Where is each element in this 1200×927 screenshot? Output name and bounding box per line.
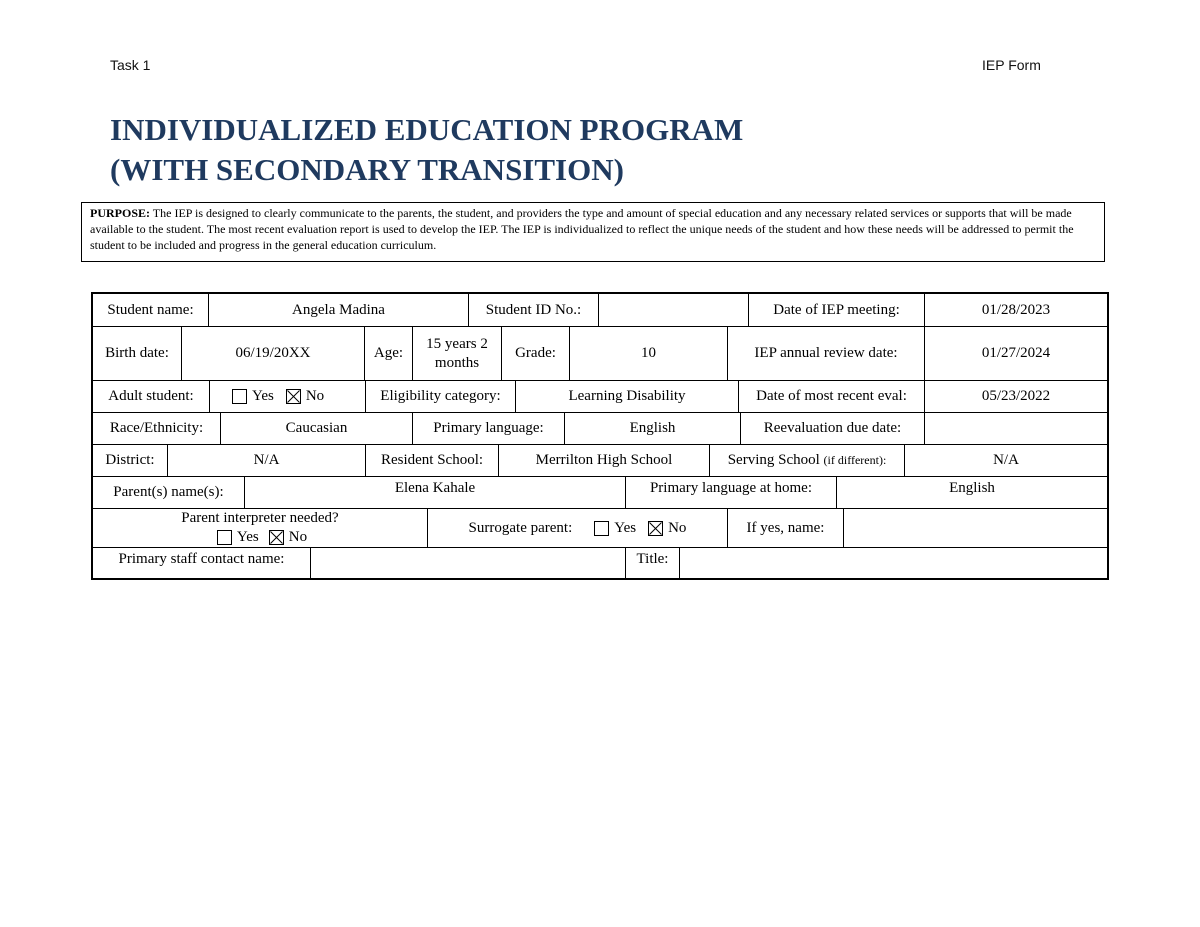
resident-school-field[interactable]: Merrilton High School xyxy=(499,445,710,476)
serving-school-label-cell xyxy=(710,445,905,476)
district-field[interactable]: N/A xyxy=(168,445,366,476)
surrogate-cell xyxy=(428,509,728,547)
if-yes-name-field[interactable] xyxy=(844,509,1107,547)
student-info-form xyxy=(91,292,1109,580)
interpreter-label: Parent interpreter needed? xyxy=(181,510,339,526)
form-row xyxy=(93,381,1107,413)
adult-student-no-checkbox[interactable] xyxy=(286,389,301,404)
student-name-field[interactable]: Angela Madina xyxy=(209,294,469,326)
reeval-due-field[interactable] xyxy=(925,413,1107,444)
surrogate-no-label: No xyxy=(668,519,687,536)
recent-eval-label: Date of most recent eval: xyxy=(739,381,925,412)
title-label: Title: xyxy=(626,548,680,578)
purpose-text: The IEP is designed to clearly communicate to the parents, the student, and providers the type and amount of special education and any necessary related services or supports that will be made available to the student. The most recent evaluation report is used to develop the IEP. The IEP is individualized to reflect the unique needs of the student and how these needs will be addressed to permit the student to be included and progress in the general education curriculum. xyxy=(90,206,1074,252)
primary-language-label: Primary language: xyxy=(413,413,565,444)
header-task: Task 1 xyxy=(110,57,151,73)
form-row xyxy=(93,548,1107,578)
surrogate-yes-label: Yes xyxy=(614,519,637,536)
eligibility-label: Eligibility category: xyxy=(366,381,516,412)
home-language-label: Primary language at home: xyxy=(626,477,837,508)
age-line1: 15 years 2 xyxy=(426,335,488,352)
if-yes-label: If yes, name: xyxy=(728,509,844,547)
header-form-name: IEP Form xyxy=(982,57,1041,73)
staff-contact-label: Primary staff contact name: xyxy=(93,548,311,578)
resident-school-label: Resident School: xyxy=(366,445,499,476)
form-row xyxy=(93,413,1107,445)
adult-student-options xyxy=(210,381,366,412)
grade-field[interactable]: 10 xyxy=(570,327,728,380)
annual-review-label: IEP annual review date: xyxy=(728,327,925,380)
adult-student-label: Adult student: xyxy=(93,381,210,412)
annual-review-field[interactable]: 01/27/2024 xyxy=(981,345,1051,361)
district-label: District: xyxy=(93,445,168,476)
form-row xyxy=(93,477,1107,509)
home-language-field[interactable]: English xyxy=(949,480,995,496)
interpreter-no-label: No xyxy=(288,529,308,545)
birth-date-field[interactable]: 06/19/20XX xyxy=(182,327,365,380)
title-field[interactable] xyxy=(680,548,1107,578)
serving-school-label: Serving School xyxy=(727,452,820,468)
student-name-label: Student name: xyxy=(93,294,209,326)
form-row xyxy=(93,509,1107,548)
form-row xyxy=(93,294,1107,327)
birth-date-label: Birth date: xyxy=(93,327,182,380)
age-label: Age: xyxy=(365,327,413,380)
race-label: Race/Ethnicity: xyxy=(93,413,221,444)
grade-label: Grade: xyxy=(502,327,570,380)
purpose-label: PURPOSE: xyxy=(90,206,150,220)
parents-label: Parent(s) name(s): xyxy=(93,477,245,508)
adult-student-yes-label: Yes xyxy=(252,388,274,404)
race-field[interactable]: Caucasian xyxy=(221,413,413,444)
parents-field[interactable]: Elena Kahale xyxy=(245,477,626,508)
recent-eval-field[interactable]: 05/23/2022 xyxy=(981,388,1051,404)
student-id-field[interactable] xyxy=(599,294,749,326)
interpreter-cell xyxy=(93,509,428,547)
reeval-due-label: Reevaluation due date: xyxy=(741,413,925,444)
serving-school-note: (if different): xyxy=(823,453,887,467)
document-title: INDIVIDUALIZED EDUCATION PROGRAM xyxy=(110,112,744,147)
primary-language-field[interactable]: English xyxy=(565,413,741,444)
iep-meeting-label: Date of IEP meeting: xyxy=(749,294,925,326)
adult-student-no-label: No xyxy=(305,388,325,404)
adult-student-yes-checkbox[interactable] xyxy=(232,389,247,404)
surrogate-yes-checkbox[interactable] xyxy=(594,521,609,536)
document-subtitle: (WITH SECONDARY TRANSITION) xyxy=(110,152,624,187)
form-row xyxy=(93,445,1107,477)
interpreter-yes-checkbox[interactable] xyxy=(217,530,232,545)
serving-school-field[interactable]: N/A xyxy=(993,452,1019,468)
interpreter-yes-label: Yes xyxy=(236,529,259,545)
student-id-label: Student ID No.: xyxy=(469,294,599,326)
age-line2: months xyxy=(434,354,480,371)
surrogate-label: Surrogate parent: xyxy=(468,519,573,536)
surrogate-no-checkbox[interactable] xyxy=(648,521,663,536)
interpreter-no-checkbox[interactable] xyxy=(269,530,284,545)
purpose-box xyxy=(81,202,1105,262)
iep-meeting-field[interactable]: 01/28/2023 xyxy=(981,301,1051,318)
age-field[interactable] xyxy=(413,327,502,380)
form-row xyxy=(93,327,1107,381)
staff-contact-field[interactable] xyxy=(311,548,626,578)
eligibility-field[interactable]: Learning Disability xyxy=(516,381,739,412)
